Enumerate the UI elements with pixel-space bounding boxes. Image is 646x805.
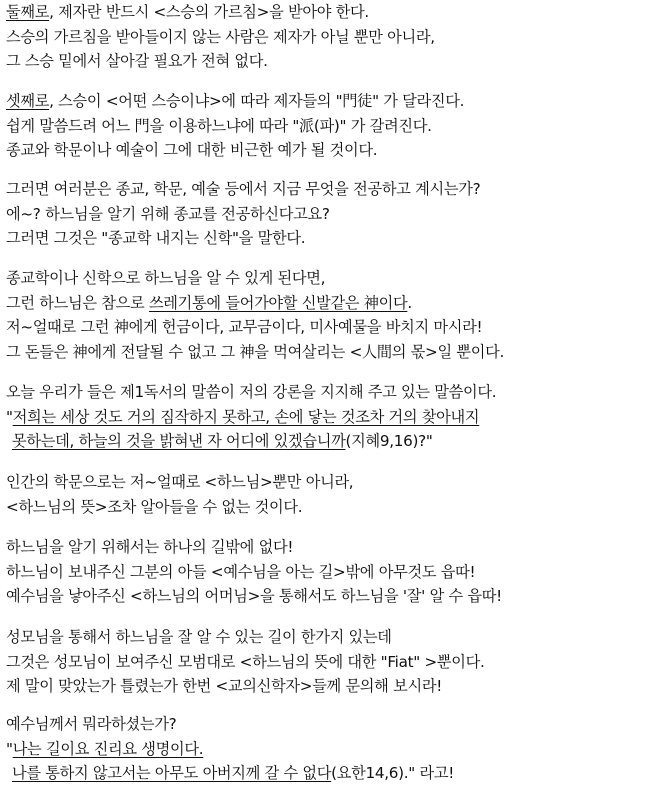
text-run: 그 돈들은 神에게 전달될 수 없고 그 神을 먹여살리는 <人間의 몫>일 뿐이다. [6, 342, 505, 361]
text-run: 저~얼때로 그런 神에게 헌금이다, 교무금이다, 미사예물을 바치지 마시라! [6, 318, 483, 336]
text-run: 스승의 가르침을 받아들이지 않는 사람은 제자가 아닐 뿐만 아니라, [6, 27, 435, 46]
text-run: 그러면 그것은 "종교학 내지는 신학"을 말한다. [6, 229, 306, 247]
text-line [6, 89, 642, 114]
text-line [6, 0, 642, 25]
text-line [6, 560, 642, 585]
paragraph [6, 177, 642, 251]
text-line [6, 114, 642, 139]
paragraph [6, 380, 642, 454]
paragraph [6, 535, 642, 609]
text-run: 하느님이 보내주신 그분의 아들 <예수님을 아는 길>밖에 아무것도 읍따! [6, 562, 476, 581]
paragraph [6, 266, 642, 364]
text-run: (지혜9,16)?" [345, 432, 433, 450]
text-run: 그런 하느님은 참으로 [6, 293, 149, 312]
paragraph [6, 712, 642, 786]
text-line [6, 405, 642, 430]
text-run: 그러면 여러분은 종교, 학문, 예술 등에서 지금 무엇을 전공하고 계시는가? [6, 180, 481, 198]
text-line [6, 429, 642, 454]
text-line [6, 226, 642, 251]
text-run: 제 말이 맞았는가 틀렸는가 한번 <교의신학자>들께 문의해 보시라! [6, 677, 442, 695]
paragraph [6, 0, 642, 74]
text-line [6, 380, 642, 405]
text-line [6, 49, 642, 74]
text-run: 에~? 하느님을 알기 위해 종교를 전공하신다고요? [6, 204, 330, 223]
text-line [6, 535, 642, 560]
text-line [6, 470, 642, 495]
text-line [6, 674, 642, 699]
text-line [6, 266, 642, 291]
text-line [6, 340, 642, 365]
text-run: 종교와 학문이나 예술이 그에 대한 비근한 예가 될 것이다. [6, 141, 378, 159]
text-line [6, 737, 642, 762]
text-run: " [6, 407, 13, 426]
text-run: 그 스승 밑에서 살아갈 필요가 전혀 없다. [6, 52, 268, 70]
text-line [6, 761, 642, 786]
text-run: . [407, 293, 412, 312]
paragraph [6, 470, 642, 519]
text-run: 쉽게 말씀드려 어느 門을 이용하느냐에 따라 "派(파)" 가 갈려진다. [6, 116, 432, 135]
text-run: 종교학이나 신학으로 하느님을 알 수 있게 된다면, [6, 269, 326, 287]
text-line [6, 712, 642, 737]
underlined-text: 둘째로 [6, 3, 50, 21]
text-line [6, 202, 642, 227]
text-run: 예수님께서 뭐라하셨는가? [6, 715, 177, 733]
text-line [6, 25, 642, 50]
text-run: 인간의 학문으로는 저~얼때로 <하느님>뿐만 아니라, [6, 473, 354, 491]
underlined-text: 나를 통하지 않고서는 아무도 아버지께 갈 수 없다 [12, 764, 332, 782]
text-run: 성모님을 통해서 하느님을 잘 알 수 있는 길이 한가지 있는데 [6, 628, 392, 646]
paragraph [6, 625, 642, 699]
text-run: , 스승이 <어떤 스승이냐>에 따라 제자들의 "門徒" 가 달라진다. [49, 92, 465, 110]
text-run: <하느님의 뜻>조차 알아들을 수 없는 것이다. [6, 497, 303, 516]
text-line [6, 650, 642, 675]
text-run: 그것은 성모님이 보여주신 모범대로 <하느님의 뜻에 대한 "Fiat" >뿐이다. [6, 652, 485, 671]
underlined-text: 셋째로 [6, 92, 50, 110]
text-run: " [6, 739, 13, 758]
text-line [6, 495, 642, 520]
text-run: (요한14,6)." 라고! [331, 764, 455, 782]
text-line [6, 625, 642, 650]
text-line [6, 291, 642, 316]
underlined-text: 나는 길이요 진리요 생명이다. [12, 739, 204, 758]
text-line [6, 177, 642, 202]
text-run: 하느님을 알기 위해서는 하나의 길밖에 없다! [6, 538, 294, 556]
text-line [6, 138, 642, 163]
text-line [6, 584, 642, 609]
paragraph [6, 89, 642, 163]
text-line [6, 315, 642, 340]
underlined-text: 못하는데, 하늘의 것을 밝혀낸 자 어디에 있겠습니까 [12, 432, 346, 450]
text-run: , 제자란 반드시 <스승의 가르침>을 받아야 한다. [49, 3, 369, 21]
underlined-text: 쓰레기통에 들어가야할 신발같은 神이다 [148, 293, 408, 312]
text-run: 오늘 우리가 들은 제1독서의 말씀이 저의 강론을 지지해 주고 있는 말씀이다. [6, 383, 497, 401]
underlined-text: 저희는 세상 것도 거의 짐작하지 못하고, 손에 닿는 것조차 거의 찾아내지 [12, 407, 480, 426]
text-run: 예수님을 낳아주신 <하느님의 어머님>을 통해서도 하느님을 '잘' 알 수 읍따! [6, 587, 502, 605]
